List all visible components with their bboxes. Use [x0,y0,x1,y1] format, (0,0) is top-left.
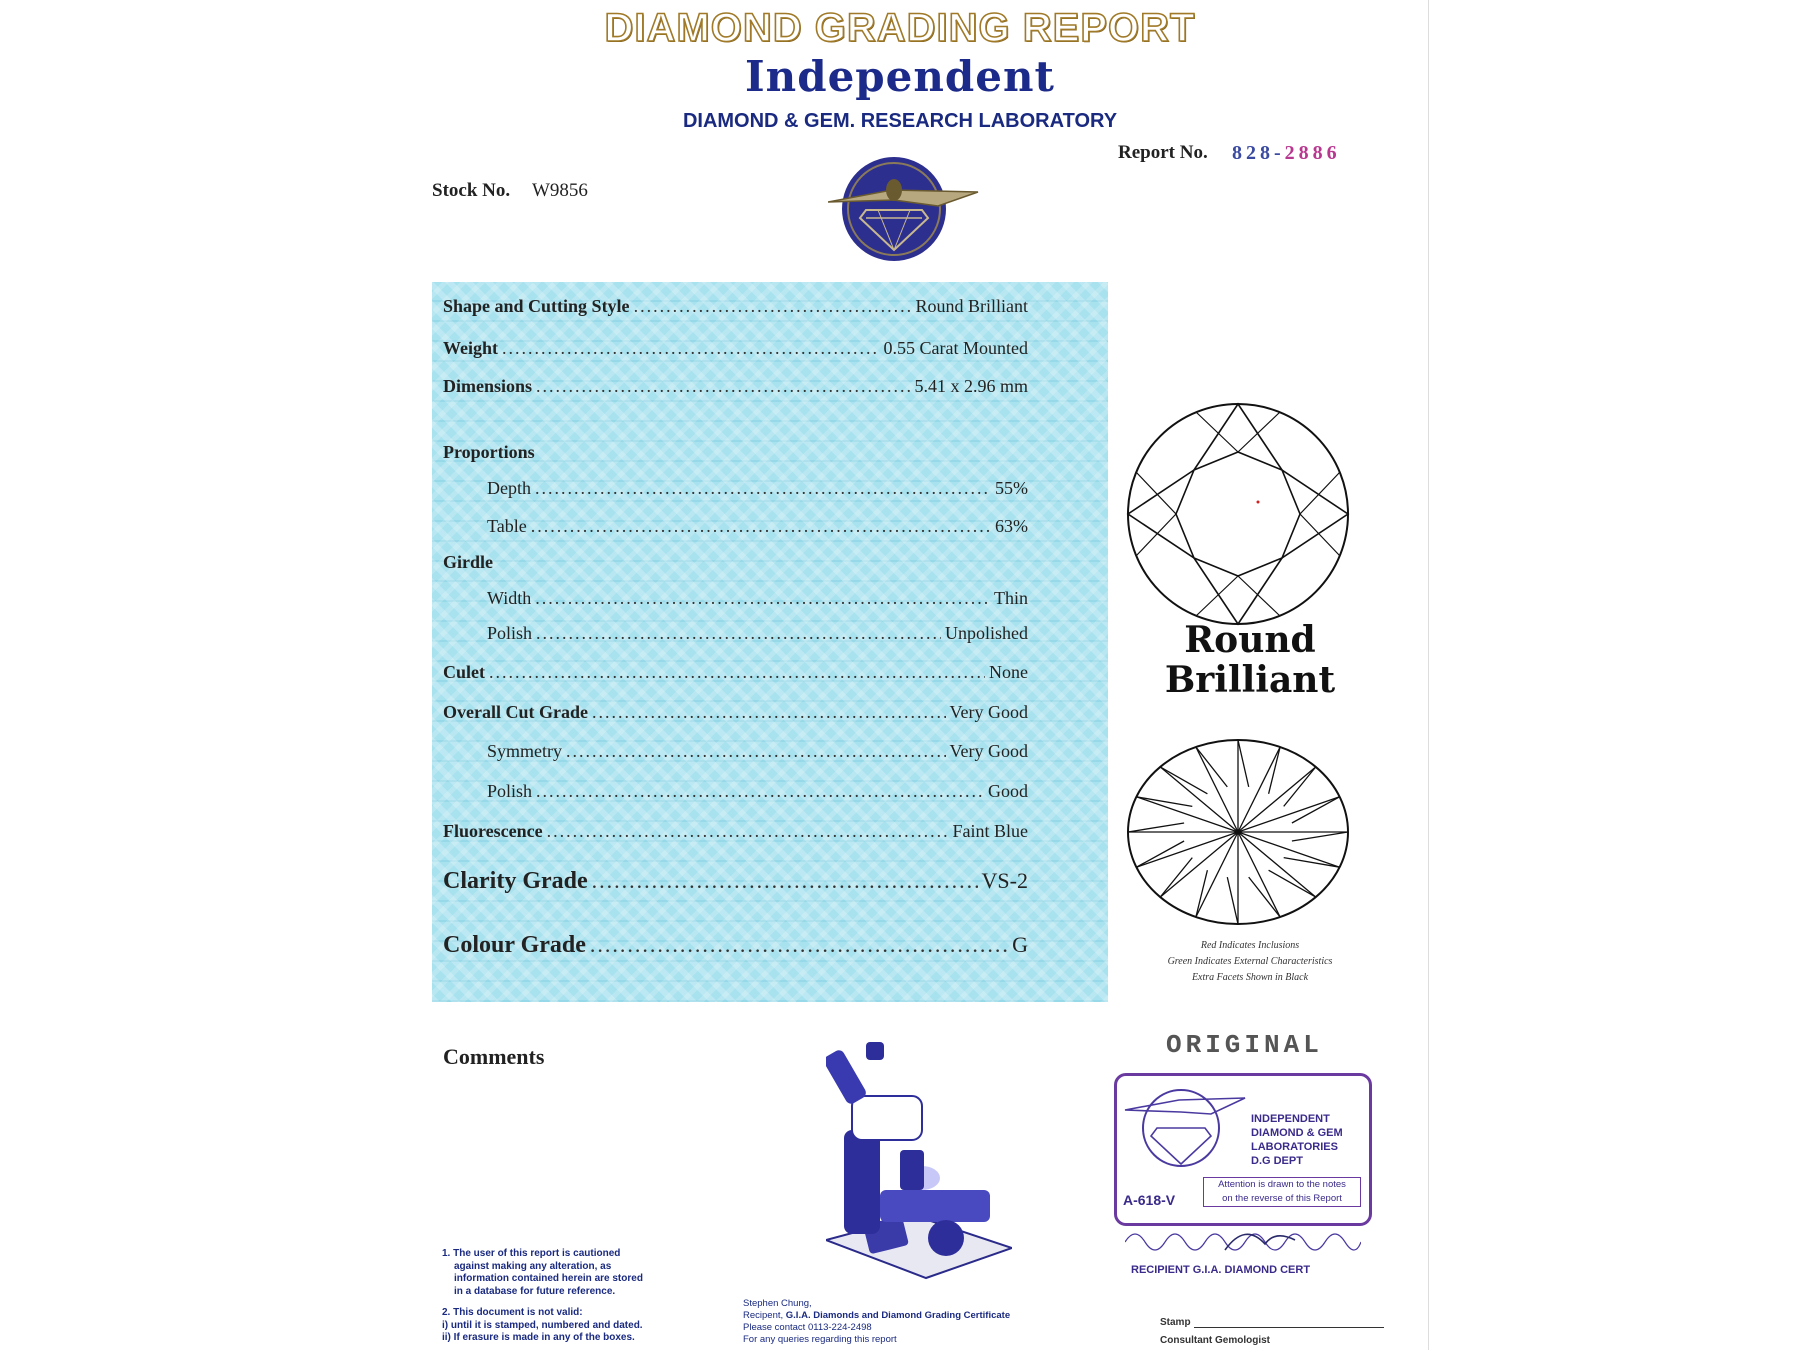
shape-label: Shape and Cutting Style [443,296,630,316]
weight-label: Weight [443,338,499,358]
note1-line4: in a database for future reference. [454,1285,616,1297]
stamp-seal-logo [1123,1082,1247,1174]
report-number [1232,142,1341,165]
pavilion-facet-line [1160,858,1192,898]
shape-row [443,296,1028,317]
clarity-grade-row [443,868,1028,895]
brand-name: Independent [745,52,1055,101]
diagram-shape-label [1150,620,1350,700]
laboratory-name: DIAMOND & GEM. RESEARCH LABORATORY [682,110,1118,132]
stamp-note-line2: on the reverse of this Report [1222,1193,1342,1204]
note2-line1: 2. This document is not valid: [442,1307,583,1318]
stamp-line1: INDEPENDENT [1251,1113,1330,1125]
girdle-polish-label: Polish [487,623,533,643]
stamp-signature [1125,1222,1361,1256]
consultant-gemologist-label: Consultant Gemologist [1160,1335,1270,1346]
legend-green: Green Indicates External Characteristics [1167,956,1333,967]
pavilion-main-line [1160,767,1238,832]
symmetry-row [487,741,1028,762]
depth-value: 55% [995,478,1028,498]
pavilion-facet-line [1227,877,1238,924]
stamp-text [1251,1112,1343,1168]
report-number-label: Report No. [1118,142,1208,163]
stock-number: W9856 [532,180,588,201]
signatory-role [743,1310,1010,1322]
lab-stamp [1114,1073,1372,1276]
symmetry-value: Very Good [949,741,1028,761]
pavilion-facet-line [1136,797,1192,807]
report-number-separator: - [1274,142,1285,164]
stamp-note [1203,1177,1361,1207]
girdle-polish-row [487,623,1028,644]
dimensions-row [443,376,1028,397]
pavilion-facet-line [1196,747,1227,787]
colour-grade-row [443,932,1028,959]
pavilion-main-line [1238,832,1316,897]
diagram-shape-line1: Round [1184,619,1316,661]
report-number-part-a: 828 [1232,142,1274,164]
polish-value: Good [988,781,1028,801]
colour-grade-value: G [1012,932,1028,957]
signatory-role-title: G.I.A. Diamonds and Diamond Grading Certificate [785,1310,1011,1321]
clarity-grade-label: Clarity Grade [443,868,588,894]
dimensions-value: 5.41 x 2.96 mm [914,376,1028,396]
stamp-field [1160,1317,1384,1328]
shape-value: Round Brilliant [915,296,1028,316]
stamp-code: A-618-V [1123,1192,1176,1208]
proportions-heading: Proportions [443,442,535,462]
pavilion-facet-line [1292,797,1340,823]
table-label: Table [487,516,527,536]
pavilion-main-line [1238,767,1316,832]
fluorescence-row [443,821,1028,842]
report-number-part-b: 2886 [1284,142,1341,164]
stock-number-label: Stock No. [432,180,511,201]
pavilion-facet-line [1128,823,1184,832]
signatory-block [743,1298,1010,1346]
clarity-grade-value: VS-2 [981,868,1028,893]
diamond-crown-diagram [1122,398,1354,630]
note2-line2: i) until it is stamped, numbered and dated. [442,1319,643,1331]
original-mark: ORIGINAL [1166,1030,1323,1060]
depth-row [487,478,1028,499]
cut-grade-row [443,702,1028,723]
stamp-field-label: Stamp [1160,1317,1191,1328]
stamp-field-line [1194,1327,1384,1328]
signatory-role-prefix: Recipent, [743,1310,786,1321]
diagram-shape-line2: Brilliant [1164,659,1336,701]
table-value: 63% [995,516,1028,536]
signatory-queries: For any queries regarding this report [743,1334,897,1345]
pavilion-facet-line [1269,747,1281,794]
pavilion-facet-line [1196,870,1208,917]
pavilion-facet-line [1136,841,1184,867]
pavilion-facet-line [1292,832,1348,841]
pavilion-facet-line [1269,870,1316,897]
girdle-polish-value: Unpolished [945,623,1028,643]
note2-line3: ii) If erasure is made in any of the boxes. [442,1332,635,1343]
stamp-line4: D.G DEPT [1251,1155,1303,1167]
stamp-note-line1: Attention is drawn to the notes [1218,1179,1346,1190]
culet-row [443,662,1028,683]
stamp-line2: DIAMOND & GEM [1251,1127,1343,1139]
stamp-line3: LABORATORIES [1251,1141,1338,1153]
note1-line2: against making any alteration, as [454,1260,612,1272]
symmetry-label: Symmetry [487,741,562,761]
fluorescence-label: Fluorescence [443,821,543,841]
legend-red: Red Indicates Inclusions [1200,940,1300,951]
legend-black: Extra Facets Shown in Black [1191,972,1309,983]
lab-seal-logo [828,150,988,268]
polish-row [487,781,1028,802]
pavilion-facet-line [1160,767,1207,794]
cut-grade-value: Very Good [949,702,1028,722]
polish-label: Polish [487,781,533,801]
pavilion-facet-line [1249,877,1280,917]
pavilion-facet-line [1238,740,1249,787]
culet-value: None [989,662,1028,682]
girdle-heading: Girdle [443,552,493,572]
page-edge [1428,0,1429,1350]
signatory-name: Stephen Chung, [743,1298,812,1309]
depth-label: Depth [487,478,531,498]
culet-label: Culet [443,662,485,682]
dimensions-label: Dimensions [443,376,533,396]
table-row [487,516,1028,537]
diamond-pavilion-diagram [1122,734,1354,930]
microscope-illustration [826,1040,1012,1280]
validity-notes [442,1248,643,1345]
stamp-footer: RECIPIENT G.I.A. DIAMOND CERT [1131,1264,1311,1276]
note1-line3: information contained herein are stored [454,1273,643,1284]
weight-row [443,338,1028,359]
comments-heading: Comments [443,1044,545,1069]
fluorescence-value: Faint Blue [952,821,1028,841]
weight-value: 0.55 Carat Mounted [883,338,1028,358]
cut-grade-label: Overall Cut Grade [443,702,588,722]
girdle-width-label: Width [487,588,532,608]
girdle-width-value: Thin [994,588,1028,608]
diagram-legend [1120,938,1380,986]
note1-line1: 1. The user of this report is cautioned [442,1248,621,1259]
report-title: DIAMOND GRADING REPORT [604,6,1196,50]
girdle-width-row [487,588,1028,609]
colour-grade-label: Colour Grade [443,932,586,958]
signatory-contact: Please contact 0113-224-2498 [743,1322,872,1333]
pavilion-main-line [1160,832,1238,897]
pavilion-facet-line [1284,858,1340,868]
pavilion-facet-line [1284,767,1316,807]
